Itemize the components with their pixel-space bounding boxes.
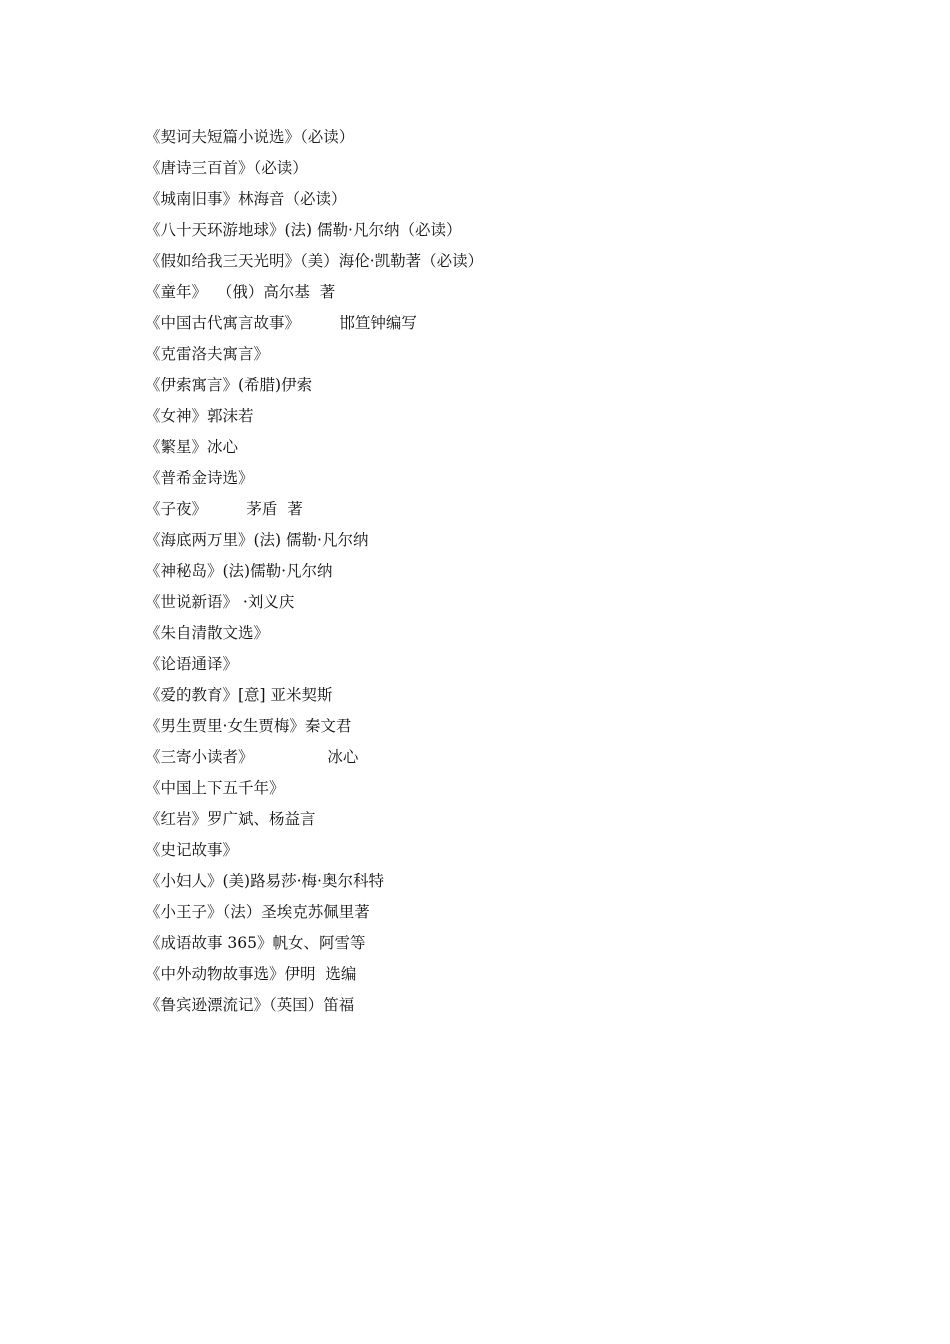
list-item: 《普希金诗选》 (145, 469, 254, 487)
list-item: 《海底两万里》(法) 儒勒·凡尔纳 (145, 531, 369, 549)
list-item: 《世说新语》 ·刘义庆 (145, 593, 295, 611)
list-item: 《成语故事 365》帆女、阿雪等 (145, 934, 366, 952)
list-item: 《论语通译》 (145, 655, 239, 673)
list-item: 《鲁宾逊漂流记》（英国）笛福 (145, 996, 355, 1014)
list-item: 《子夜》 茅盾 著 (145, 500, 303, 518)
list-item: 《男生贾里·女生贾梅》秦文君 (145, 717, 352, 735)
list-item: 《女神》郭沫若 (145, 407, 254, 425)
list-item: 《朱自清散文选》 (145, 624, 270, 642)
list-item: 《契诃夫短篇小说选》（必读） (145, 128, 355, 146)
list-item: 《史记故事》 (145, 841, 239, 859)
list-item: 《中外动物故事选》伊明 选编 (145, 965, 357, 983)
list-item: 《三寄小读者》 冰心 (145, 748, 359, 766)
list-item: 《小妇人》(美)路易莎·梅·奥尔科特 (145, 872, 384, 890)
list-item: 《繁星》冰心 (145, 438, 239, 456)
list-item: 《唐诗三百首》（必读） (145, 159, 308, 177)
list-item: 《伊索寓言》(希腊)伊索 (145, 376, 313, 394)
list-item: 《小王子》（法）圣埃克苏佩里著 (145, 903, 370, 921)
list-item: 《城南旧事》林海音（必读） (145, 190, 347, 208)
list-item: 《克雷洛夫寓言》 (145, 345, 270, 363)
list-item: 《八十天环游地球》(法) 儒勒·凡尔纳（必读） (145, 221, 462, 239)
list-item: 《神秘岛》(法)儒勒·凡尔纳 (145, 562, 333, 580)
list-item: 《爱的教育》[意] 亚米契斯 (145, 686, 333, 704)
list-item: 《童年》 （俄）高尔基 著 (145, 283, 336, 301)
list-item: 《中国上下五千年》 (145, 779, 285, 797)
list-item: 《假如给我三天光明》（美）海伦·凯勒著（必读） (145, 252, 484, 270)
reading-list (145, 122, 483, 1021)
list-item: 《红岩》罗广斌、杨益言 (145, 810, 316, 828)
list-item: 《中国古代寓言故事》 邯笪钟编写 (145, 314, 417, 332)
